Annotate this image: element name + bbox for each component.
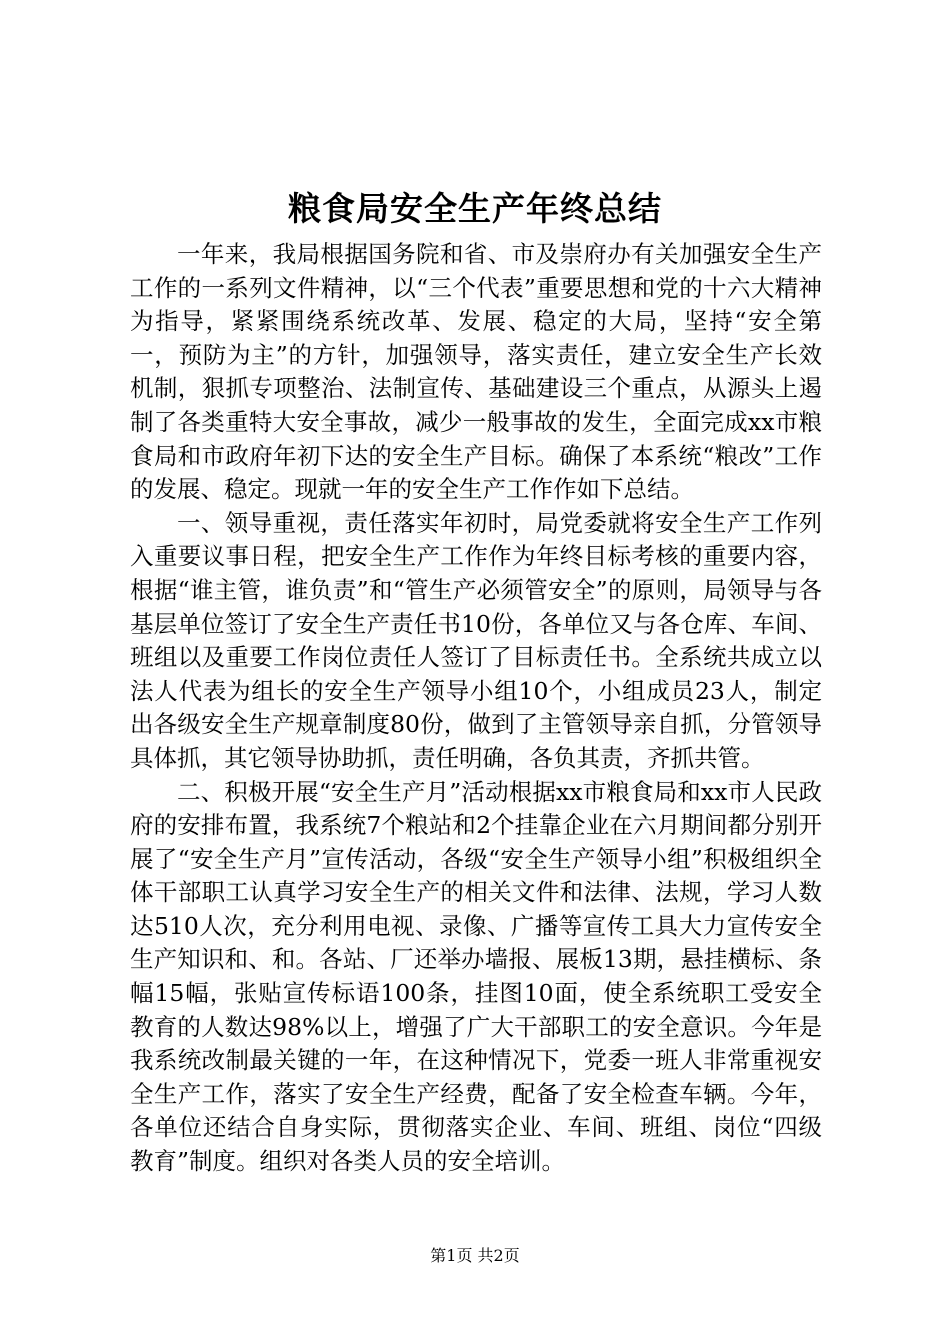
paragraph-section-1: 一、领导重视，责任落实年初时，局党委就将安全生产工作列入重要议事日程，把安全生产工作作为年终目标考核的重要内容，根据“谁主管，谁负责”和“管生产必须管安全”的原则，局领导与各基层单位签订了安全生产责任书10份，各单位又与各仓库、车间、班组以及重要工作岗位责任人签订了目标责任书。全系统共成立以法人代表为组长的安全生产领导小组10个，小组成员23人，制定出各级安全生产规章制度80份，做到了主管领导亲自抓，分管领导具体抓，其它领导协助抓，责任明确，各负其责，齐抓共管。 <box>130 508 822 772</box>
paragraph-intro: 一年来，我局根据国务院和省、市及崇府办有关加强安全生产工作的一系列文件精神，以“三个代表”重要思想和党的十六大精神为指导，紧紧围绕系统改革、发展、稳定的大局，坚持“安全第一，预防为主”的方针，加强领导，落实责任，建立安全生产长效机制，狠抓专项整治、法制宣传、基础建设三个重点，从源头上遏制了各类重特大安全事故，减少一般事故的发生，全面完成xx市粮食局和市政府年初下达的安全生产目标。确保了本系统“粮改”工作的发展、稳定。现就一年的安全生产工作作如下总结。 <box>130 240 822 504</box>
document-title: 粮食局安全生产年终总结 <box>288 189 662 228</box>
page-footer: 第1页 共2页 <box>430 1246 520 1265</box>
paragraph-section-2: 二、积极开展“安全生产月”活动根据xx市粮食局和xx市人民政府的安排布置，我系统7个粮站和2个挂靠企业在六月期间都分别开展了“安全生产月”宣传活动，各级“安全生产领导小组”积极组织全体干部职工认真学习安全生产的相关文件和法律、法规，学习人数达510人次，充分利用电视、录像、广播等宣传工具大力宣传安全生产知识和、和。各站、厂还举办墙报、展板13期，悬挂横标、条幅15幅，张贴宣传标语100条，挂图10面，使全系统职工受安全教育的人数达98%以上，增强了广大干部职工的安全意识。今年是我系统改制最关键的一年，在这种情况下，党委一班人非常重视安全生产工作，落实了安全生产经费，配备了安全检查车辆。今年，各单位还结合自身实际，贯彻落实企业、车间、班组、岗位“四级教育”制度。组织对各类人员的安全培训。 <box>130 777 822 1176</box>
document-body <box>130 238 822 1179</box>
